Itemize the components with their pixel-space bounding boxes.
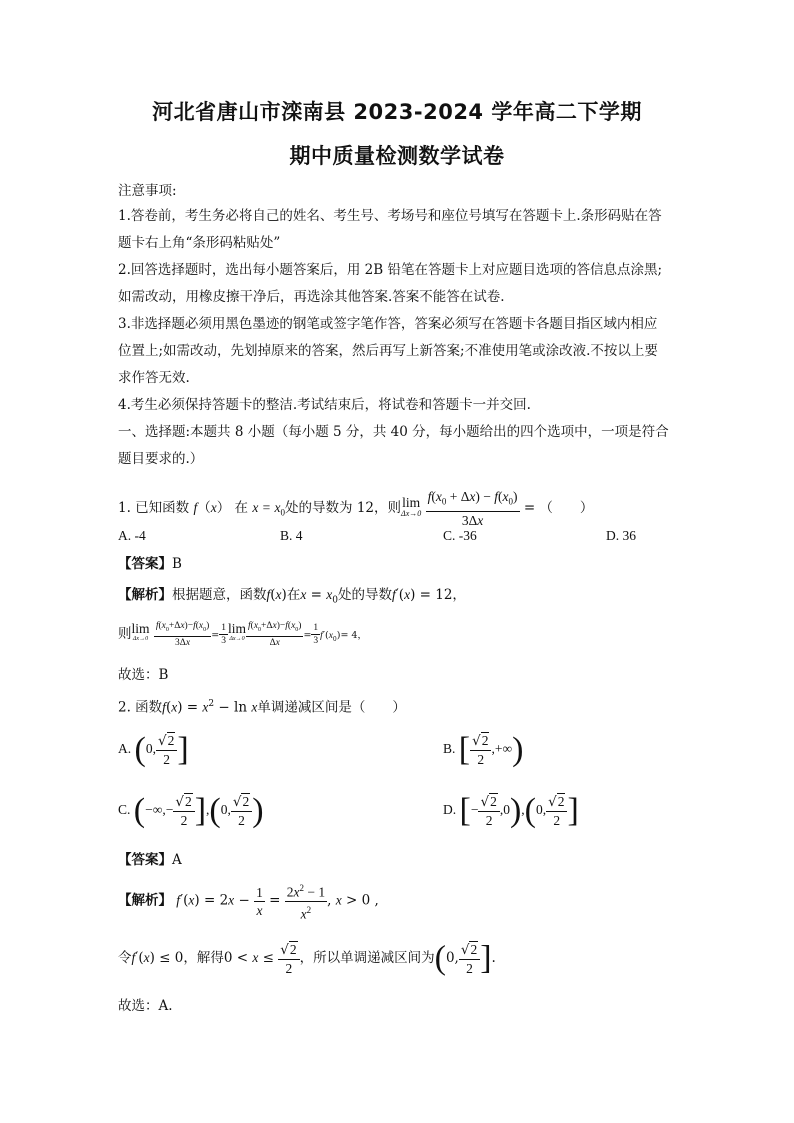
q2-option-a: A. (0, $\frac{√2}{2}$ ] bbox=[118, 731, 189, 768]
q1-option-c: C. -36 bbox=[443, 528, 477, 543]
q1-answer: 【答案】B bbox=[118, 556, 182, 572]
q2-solution: 令f′(x) ≤ 0，解得0 < x ≤ $\frac{√2}{2}$ ，所以单调递减区间为(0, $\frac{√2}{2}$ ]. bbox=[118, 939, 496, 977]
q2-option-b: B. [ $\frac{√2}{2}$ ,+∞) bbox=[443, 731, 524, 768]
q2-conclusion: 故选：A. bbox=[118, 998, 173, 1014]
q2-stem: 2. 函数$f(x) = x^2 - \ln x$单调递减区间是（ ） bbox=[118, 699, 406, 716]
notice-item-2a: 2.回答选择题时，选出每小题答案后，用 2B 铅笔在答题卡上对应题目选项的答信息点涂黑; bbox=[118, 262, 663, 278]
q1-analysis: 【解析】根据题意，函数f(x)在$x = x_0$处的导数f′(x) = 12， bbox=[118, 587, 466, 606]
q1-derivation: 则 lim Δx→0 $\frac{f(x_0+\Delta x)-f(x_0)}{3\Delta x}$ = $\frac{1}{3}$ lim Δx→0 $\frac{f(x_0+\Delta x)-f(x_0)}{\Delta x}$ = $\frac{1}{3}$ $f'(x_0)= 4$， bbox=[118, 621, 367, 648]
q1-fraction: $\frac{f(x_0 + \Delta x) - f(x_0)}{3\Delta x}$ bbox=[427, 489, 518, 528]
section-heading-a: 一、选择题:本题共 8 小题（每小题 5 分，共 40 分，每小题给出的四个选项中，一项是符合 bbox=[118, 424, 669, 440]
section-heading-b: 题目要求的.） bbox=[118, 451, 204, 467]
q1-stem: 1. 已知函数 f（x） 在 $x = x_0$处的导数为 12，则 lim Δx→0 $\frac{f(x_0 + \Delta x) - f(x_0)}{3\Delta x}$ = （ ） bbox=[118, 489, 594, 528]
notice-item-3a: 3.非选择题必须用黑色墨迹的钢笔或签字笔作答，答案必须写在答题卡各题目指区域内相应 bbox=[118, 316, 658, 332]
q2-option-c: C. (−∞,− $\frac{√2}{2}$ ],(0, $\frac{√2}{2}$ ) bbox=[118, 792, 264, 829]
q1-option-a: A. -4 bbox=[118, 528, 146, 543]
q2-option-d: D. [− $\frac{√2}{2}$ ,0),(0, $\frac{√2}{2}$ ] bbox=[443, 792, 579, 829]
q2-analysis: 【解析】 f′(x) = 2x − $\frac{1}{x}$ = $\frac{2x^2 - 1}{x^2}$ , x > 0 , bbox=[118, 880, 678, 922]
page-subtitle: 期中质量检测数学试卷 bbox=[289, 144, 505, 168]
q1-conclusion: 故选：B bbox=[118, 667, 169, 683]
page-title: 河北省唐山市滦南县 2023-2024 学年高二下学期 bbox=[152, 100, 642, 124]
notice-item-1b: 题卡右上角“条形码粘贴处” bbox=[118, 235, 281, 251]
notice-item-3b: 位置上;如需改动，先划掉原来的答案，然后再写上新答案;不准使用笔或涂改液.不按以上要 bbox=[118, 343, 658, 359]
notice-heading: 注意事项: bbox=[118, 183, 177, 199]
notice-item-3c: 求作答无效. bbox=[118, 370, 190, 386]
notice-item-1a: 1.答卷前，考生务必将自己的姓名、考生号、考场号和座位号填写在答题卡上.条形码贴在答 bbox=[118, 208, 662, 224]
q1-option-d: D. 36 bbox=[606, 528, 636, 543]
notice-item-4: 4.考生必须保持答题卡的整洁.考试结束后，将试卷和答题卡一并交回. bbox=[118, 397, 531, 413]
q1-option-b: B. 4 bbox=[280, 528, 303, 543]
q2-answer: 【答案】A bbox=[118, 852, 182, 868]
notice-item-2b: 如需改动，用橡皮擦干净后，再选涂其他答案.答案不能答在试卷. bbox=[118, 289, 505, 305]
